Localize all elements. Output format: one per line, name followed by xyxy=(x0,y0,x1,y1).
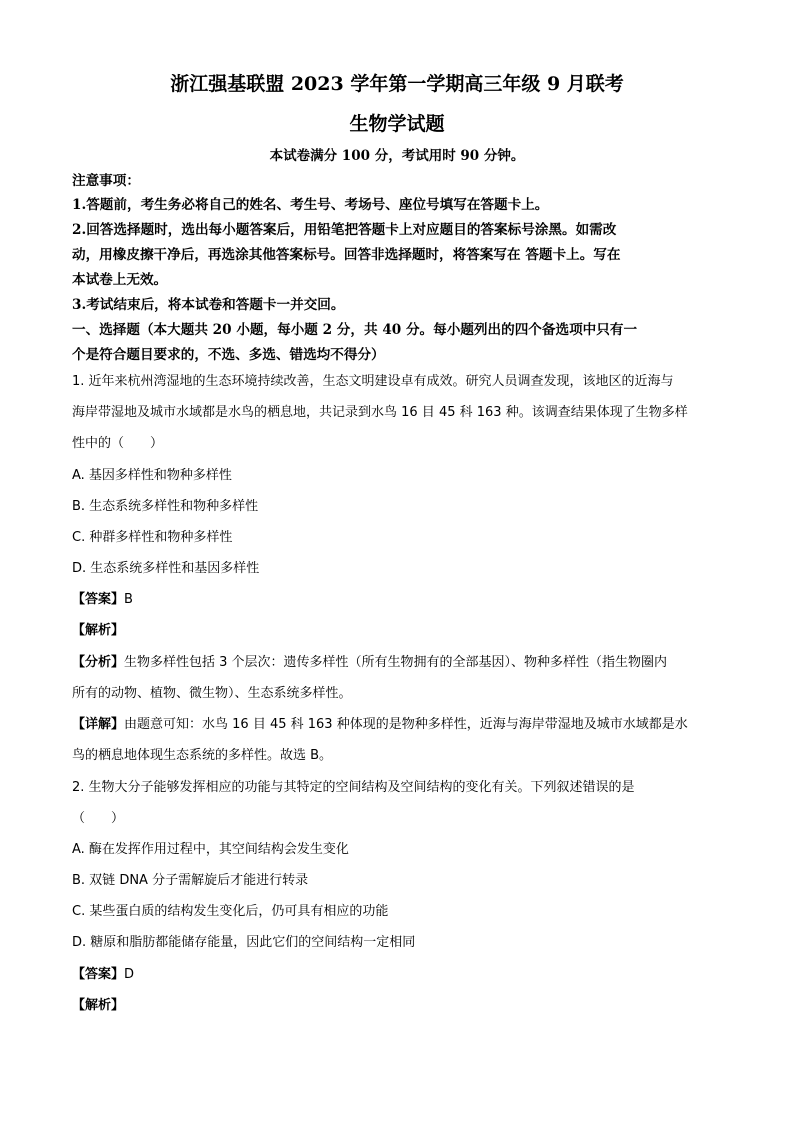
option-b: B. 生态系统多样性和物种多样性 xyxy=(72,499,259,514)
section-heading: 一、选择题（本大题共 20 小题，每小题 2 分，共 40 分。每小题列出的四个备选项中只有一 xyxy=(72,322,638,338)
question-2-stem: 2. 生物大分子能够发挥相应的功能与其特定的空间结构及空间结构的变化有关。下列叙述错误的是 xyxy=(72,780,635,795)
answer-value: B xyxy=(124,592,133,607)
analysis-tag: 【解析】 xyxy=(72,998,125,1013)
xiangjie-line: 【详解】由题意可知：水鸟 16 目 45 科 163 种体现的是物种多样性，近海与海岸带湿地及城市水域都是水 xyxy=(72,717,688,732)
notice-heading: 注意事项： xyxy=(72,173,140,189)
notice-item: 3.考试结束后，将本试卷和答题卡一并交回。 xyxy=(72,297,345,313)
notice-item: 动，用橡皮擦干净后，再选涂其他答案标号。回答非选择题时，将答案写在 答题卡上。写在 xyxy=(72,247,621,263)
option-c: C. 种群多样性和物种多样性 xyxy=(72,530,233,545)
answer-tag: 【答案】 xyxy=(72,592,125,607)
answer-line xyxy=(72,590,724,610)
section-heading: 个是符合题目要求的，不选、多选、错选均不得分） xyxy=(72,347,385,363)
fenxi-tag: 【分析】 xyxy=(72,655,125,670)
option-a: A. 基因多样性和物种多样性 xyxy=(72,468,232,483)
question-2-stem: （ ） xyxy=(72,811,125,826)
fenxi-line: 【分析】生物多样性包括 3 个层次：遗传多样性（所有生物拥有的全部基因）、物种多样性（指生物圈内 xyxy=(72,655,668,670)
exam-info: 本试卷满分 100 分，考试用时 90 分钟。 xyxy=(269,148,525,164)
xiangjie-line: 鸟的栖息地体现生态系统的多样性。故选 B。 xyxy=(72,748,333,763)
notice-item: 1.答题前，考生务必将自己的姓名、考生号、考场号、座位号填写在答题卡上。 xyxy=(72,197,549,213)
subject-title: 生物学试题 xyxy=(349,113,445,135)
fenxi-line: 所有的动物、植物、微生物）、生态系统多样性。 xyxy=(72,686,352,701)
option-d: D. 糖原和脂肪都能储存能量，因此它们的空间结构一定相同 xyxy=(72,935,416,950)
option-d: D. 生态系统多样性和基因多样性 xyxy=(72,561,260,576)
question-1-stem: 性中的（ ） xyxy=(72,436,164,451)
option-c: C. 某些蛋白质的结构发生变化后，仍可具有相应的功能 xyxy=(72,904,389,919)
answer-line xyxy=(72,965,724,985)
option-a: A. 酶在发挥作用过程中，其空间结构会发生变化 xyxy=(72,842,349,857)
question-1-stem: 海岸带湿地及城市水域都是水鸟的栖息地，共记录到水鸟 16 目 45 科 163 种。该调查结果体现了生物多样 xyxy=(72,405,688,420)
question-1-stem: 1. 近年来杭州湾湿地的生态环境持续改善，生态文明建设卓有成效。研究人员调查发现，该地区的近海与 xyxy=(72,374,674,389)
notice-item: 2.回答选择题时，选出每小题答案后，用铅笔把答题卡上对应题目的答案标号涂黑。如需改 xyxy=(72,222,617,238)
option-b: B. 双链 DNA 分子需解旋后才能进行转录 xyxy=(72,873,309,888)
answer-tag: 【答案】 xyxy=(72,967,125,982)
xiangjie-tag: 【详解】 xyxy=(72,717,125,732)
exam-title: 浙江强基联盟 2023 学年第一学期高三年级 9 月联考 xyxy=(170,73,624,95)
analysis-tag: 【解析】 xyxy=(72,623,125,638)
notice-item: 本试卷上无效。 xyxy=(72,272,168,288)
answer-value: D xyxy=(124,967,135,982)
